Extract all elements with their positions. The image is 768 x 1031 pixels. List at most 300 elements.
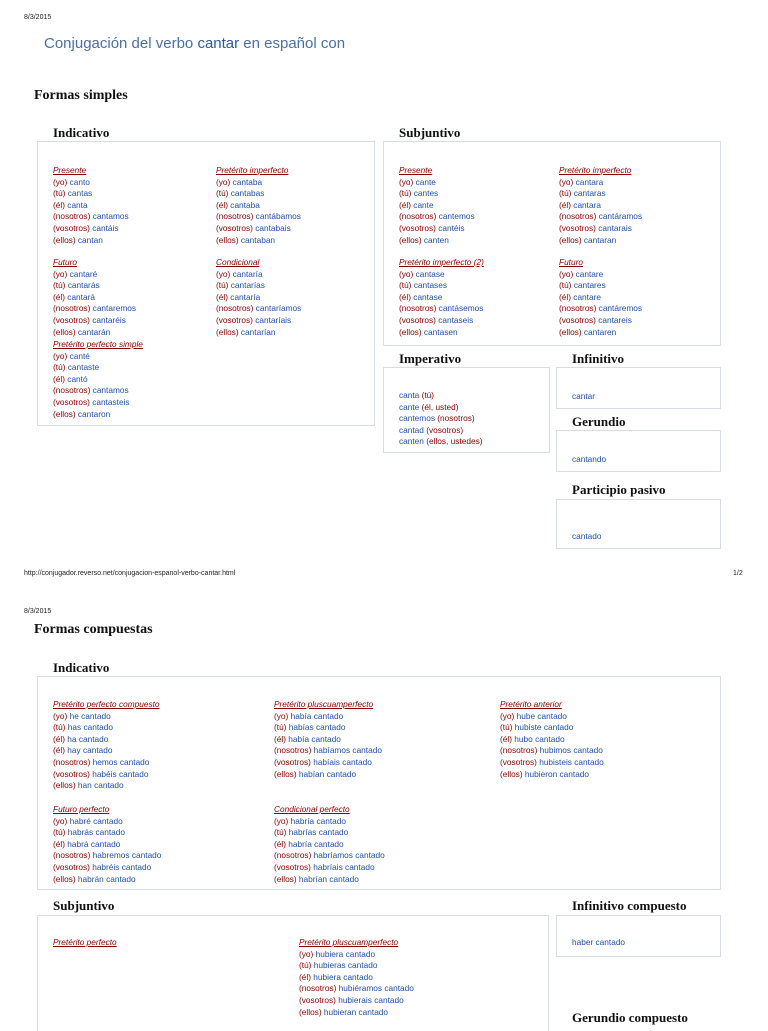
pronoun: (yo): [53, 268, 68, 279]
pronoun: (tú): [559, 280, 572, 291]
pronoun: (él, usted): [421, 401, 459, 412]
pronoun: (él): [500, 733, 512, 744]
participle: cantado: [352, 745, 382, 756]
auxiliary: habrás: [67, 827, 94, 838]
conjugation-row: [216, 200, 301, 212]
auxiliary: hubierais: [338, 994, 372, 1005]
pronoun: (nosotros): [559, 211, 597, 222]
verb-form: cantarás: [67, 280, 100, 291]
conjugation-row: [559, 200, 642, 212]
pronoun: (ellos, ustedes): [426, 436, 483, 447]
auxiliary: hubiste: [514, 722, 542, 733]
pronoun: (yo): [399, 268, 414, 279]
gerundio-heading: Gerundio: [572, 414, 626, 429]
conjugation-row: [299, 983, 414, 995]
conjugation-row: [216, 315, 301, 327]
conjugation-row: [274, 839, 385, 851]
conjugation-row: [559, 303, 642, 315]
pronoun: (él): [216, 199, 228, 210]
conjugation-row: [53, 188, 129, 200]
conjugation-row: [559, 269, 642, 281]
conjugation-row: [216, 269, 301, 281]
auxiliary: habrán: [77, 873, 104, 884]
infinitivo-value: cantar: [572, 391, 596, 401]
verb-form: cantase: [415, 268, 445, 279]
conjugation-row: [53, 397, 143, 409]
title-suffix: en español con: [239, 35, 346, 52]
conjugation-row: [53, 351, 143, 363]
tense-name: Condicional perfecto: [274, 804, 350, 814]
auxiliary: había: [290, 710, 312, 721]
conjugation-row: [500, 745, 604, 757]
verb-form: cantareis: [598, 314, 632, 325]
pronoun: (yo): [399, 176, 414, 187]
conjugation-row: [53, 177, 129, 189]
participle: cantado: [342, 756, 372, 767]
participle: cantado: [543, 722, 574, 733]
conjugation-row: [274, 722, 382, 734]
pronoun: (yo): [274, 710, 289, 721]
participle: cantado: [121, 861, 152, 872]
tense-block: [500, 699, 604, 780]
conjugation-row: [216, 235, 301, 247]
participle: cantado: [95, 827, 125, 838]
conjugation-row: [53, 839, 161, 851]
conjugation-row: [216, 177, 301, 189]
pronoun: (tú): [53, 188, 66, 199]
pronoun: (vosotros): [274, 861, 311, 872]
conjugation-row: [299, 1007, 414, 1019]
verb-form: cantaste: [67, 362, 100, 373]
subjuntivo-compuesto-heading: Subjuntivo: [53, 898, 115, 913]
verb-form: cantemos: [399, 413, 435, 424]
verb-form: cantare: [575, 268, 604, 279]
participle: cantado: [318, 827, 349, 838]
subjuntivo-compuesto-box: [37, 915, 549, 1031]
tense-name: Presente: [53, 165, 87, 175]
verb-form: cantaras: [573, 188, 606, 199]
auxiliary: habré: [69, 815, 91, 826]
tense-name: Condicional: [216, 257, 260, 267]
conjugation-row: [53, 280, 136, 292]
tense-block: [53, 339, 143, 420]
pronoun: (ellos): [559, 234, 582, 245]
pronoun: (él): [53, 199, 65, 210]
auxiliary: hubiera: [315, 948, 344, 959]
auxiliary: había: [288, 733, 310, 744]
conjugation-row: [274, 874, 385, 886]
tense-name: Pretérito perfecto compuesto: [53, 699, 160, 709]
pronoun: (él): [274, 838, 286, 849]
tense-name: Presente: [399, 165, 433, 175]
infinitivo-compuesto-heading: Infinitivo compuesto: [572, 898, 687, 913]
pronoun: (él): [559, 291, 571, 302]
participle: cantado: [78, 733, 109, 744]
pronoun: (vosotros): [299, 994, 336, 1005]
pronoun: (vosotros): [53, 396, 90, 407]
auxiliary: he: [69, 710, 79, 721]
conjugation-row: [559, 280, 642, 292]
pronoun: (vosotros): [399, 222, 436, 233]
participle: cantado: [93, 815, 123, 826]
pronoun: (nosotros): [53, 850, 91, 861]
conjugation-row: [53, 769, 160, 781]
participle: cantado: [83, 722, 113, 733]
tense-name: Pretérito pluscuamperfecto: [274, 699, 374, 709]
pronoun: (ellos): [274, 873, 297, 884]
conjugation-row: [274, 850, 385, 862]
conjugation-row: [53, 223, 129, 235]
auxiliary: habíais: [313, 756, 340, 767]
verb-form: cantara: [575, 176, 604, 187]
conjugation-row: [559, 211, 642, 223]
conjugation-row: [53, 850, 161, 862]
auxiliary: habrá: [67, 838, 89, 849]
participle: cantado: [574, 756, 604, 767]
pronoun: (vosotros): [216, 222, 253, 233]
verb-form: cantáremos: [598, 303, 643, 314]
conjugation-row: [216, 211, 301, 223]
auxiliary: ha: [67, 733, 77, 744]
participle: cantado: [94, 780, 124, 791]
print-date-2: 8/3/2015: [24, 608, 52, 615]
participle: cantado: [316, 722, 346, 733]
verb-form: cantaré: [69, 268, 98, 279]
pronoun: (nosotros): [274, 745, 312, 756]
auxiliary: hubimos: [539, 745, 572, 756]
pronoun: (yo): [53, 710, 68, 721]
pronoun: (ellos): [216, 234, 239, 245]
auxiliary: hube: [516, 710, 536, 721]
conjugation-row: [53, 874, 161, 886]
conjugation-row: [216, 303, 301, 315]
section-heading-2: Formas compuestas: [34, 622, 153, 637]
verb-form: canta: [399, 390, 420, 400]
tense-block: [53, 937, 117, 949]
conjugation-row: [399, 235, 475, 247]
tense-block: [399, 165, 475, 246]
auxiliary: habíamos: [313, 745, 351, 756]
auxiliary: habría: [290, 815, 315, 826]
page-title: [44, 35, 345, 52]
conjugation-row: [399, 200, 475, 212]
tense-name: Futuro: [559, 257, 583, 267]
auxiliary: habían: [298, 768, 325, 779]
verb-form: cantan: [77, 234, 103, 245]
pronoun: (yo): [274, 815, 289, 826]
participle: cantado: [311, 733, 341, 744]
auxiliary: habrían: [298, 873, 328, 884]
pronoun: (ellos): [399, 234, 422, 245]
conjugation-row: [399, 188, 475, 200]
pronoun: (vosotros): [559, 222, 596, 233]
imperativo-list: [399, 390, 483, 448]
participio-value: cantado: [572, 531, 602, 541]
auxiliary: habéis: [92, 768, 117, 779]
verb-form: cantaban: [240, 234, 276, 245]
auxiliary: hubisteis: [539, 756, 572, 767]
conjugation-row: [559, 188, 642, 200]
auxiliary: han: [77, 780, 92, 791]
pronoun: (él): [53, 745, 65, 756]
verb-form: cantasen: [423, 326, 458, 337]
verb-form: cantarían: [240, 326, 276, 337]
conjugation-row: [559, 292, 642, 304]
conjugation-row: [216, 188, 301, 200]
pronoun: (tú): [53, 722, 66, 733]
verb-form: cantaseis: [438, 314, 474, 325]
participle: cantado: [384, 983, 414, 994]
tense-block: [399, 257, 484, 338]
pronoun: (él): [53, 291, 65, 302]
pronoun: (vosotros): [426, 424, 464, 435]
tense-name: Pretérito pluscuamperfecto: [299, 937, 399, 947]
conjugation-row: [559, 177, 642, 189]
verb-form: cantad: [399, 424, 424, 435]
conjugation-row: [399, 303, 484, 315]
pronoun: (vosotros): [399, 314, 436, 325]
pronoun: (él): [274, 733, 286, 744]
verb-form: cantaran: [583, 234, 617, 245]
conjugation-row: [274, 816, 385, 828]
verb-form: cantábamos: [255, 211, 301, 222]
pronoun: (vosotros): [274, 756, 311, 767]
pronoun: (yo): [559, 268, 574, 279]
pronoun: (él): [53, 838, 65, 849]
tense-block: [559, 165, 642, 246]
pronoun: (nosotros): [53, 303, 91, 314]
participle: cantado: [329, 873, 359, 884]
pronoun: (nosotros): [299, 983, 337, 994]
verb-form: cantase: [413, 291, 443, 302]
infinitivo-box: [556, 367, 721, 409]
verb-form: cantarán: [77, 326, 111, 337]
pronoun: (nosotros): [500, 745, 538, 756]
tense-block: [559, 257, 642, 338]
conjugation-row: [274, 745, 382, 757]
pronoun: (yo): [216, 176, 231, 187]
indicativo-compuesto-heading: Indicativo: [53, 660, 110, 675]
pronoun: (él): [399, 199, 411, 210]
participle: cantado: [313, 710, 344, 721]
tense-block: [216, 257, 301, 338]
auxiliary: hubiéramos: [338, 983, 383, 994]
pronoun: (nosotros): [399, 303, 437, 314]
pronoun: (tú): [559, 188, 572, 199]
auxiliary: habríamos: [313, 850, 353, 861]
participle: cantado: [316, 815, 346, 826]
gerundio-value: cantando: [572, 454, 607, 464]
auxiliary: habríais: [313, 861, 343, 872]
pronoun: (vosotros): [53, 314, 90, 325]
verb-form: canté: [69, 350, 90, 361]
tense-name: Pretérito anterior: [500, 699, 562, 709]
gerundio-compuesto-heading: Gerundio compuesto: [572, 1010, 688, 1025]
pronoun: (nosotros): [399, 211, 437, 222]
tense-name: Futuro: [53, 257, 77, 267]
verb-form: cantéis: [438, 222, 465, 233]
tense-name: Pretérito perfecto simple: [53, 339, 143, 349]
conjugation-row: [53, 292, 136, 304]
pronoun: (ellos): [53, 780, 76, 791]
indicativo-heading: Indicativo: [53, 125, 110, 140]
pronoun: (nosotros): [53, 211, 91, 222]
pronoun: (vosotros): [500, 756, 537, 767]
pronoun: (tú): [53, 280, 66, 291]
participle: cantado: [106, 873, 136, 884]
conjugation-row: [53, 734, 160, 746]
infinitivo-compuesto-value: haber cantado: [572, 937, 626, 947]
pronoun: (nosotros): [559, 303, 597, 314]
pronoun: (él): [53, 733, 65, 744]
pronoun: (ellos): [500, 768, 523, 779]
conjugation-row: [53, 211, 129, 223]
pronoun: (yo): [53, 815, 68, 826]
verb-form: cantare: [573, 291, 601, 302]
tense-block: [299, 937, 414, 1018]
verb-form: cantaría: [230, 291, 261, 302]
section-heading: Formas simples: [34, 88, 128, 103]
tense-block: [53, 165, 129, 246]
pronoun: (él): [559, 199, 571, 210]
pronoun: (tú): [53, 827, 66, 838]
pronoun: (yo): [500, 710, 515, 721]
verb-form: cantáis: [92, 222, 119, 233]
pronoun: (vosotros): [53, 768, 90, 779]
pronoun: (tú): [421, 390, 435, 400]
tense-block: [53, 257, 136, 338]
auxiliary: habías: [288, 722, 314, 733]
pronoun: (tú): [500, 722, 513, 733]
conjugation-row: [274, 734, 382, 746]
conjugation-row: [500, 757, 604, 769]
participle: cantado: [314, 838, 344, 849]
verb-form: cantasteis: [92, 396, 130, 407]
participle: cantado: [347, 960, 378, 971]
conjugation-row: [399, 280, 484, 292]
verb-form: cantemos: [438, 211, 475, 222]
pronoun: (yo): [53, 176, 68, 187]
pronoun: (tú): [216, 188, 229, 199]
verb-form: cantabas: [230, 188, 265, 199]
conjugation-row: [274, 769, 382, 781]
pronoun: (nosotros): [216, 303, 254, 314]
tense-block: [216, 165, 301, 246]
participle: cantado: [573, 745, 603, 756]
auxiliary: hubiera: [313, 971, 341, 982]
auxiliary: hubo: [514, 733, 533, 744]
pronoun: (tú): [274, 827, 287, 838]
auxiliary: habréis: [92, 861, 120, 872]
participle: cantado: [355, 850, 385, 861]
pronoun: (él): [299, 971, 311, 982]
verb-form: cantaréis: [92, 314, 126, 325]
pronoun: (nosotros): [53, 385, 91, 396]
pronoun: (ellos): [216, 326, 239, 337]
conjugation-row: [274, 757, 382, 769]
conjugation-row: [500, 711, 604, 723]
conjugation-row: [399, 177, 475, 189]
pronoun: (nosotros): [216, 211, 254, 222]
verb-form: cantarais: [598, 222, 632, 233]
auxiliary: habría: [288, 838, 312, 849]
conjugation-row: [53, 235, 129, 247]
title-verb: cantar: [197, 35, 240, 52]
verb-form: cantaren: [583, 326, 617, 337]
verb-form: cantaríais: [255, 314, 292, 325]
participle: cantado: [83, 745, 113, 756]
participle: cantado: [374, 994, 404, 1005]
conjugation-row: [216, 223, 301, 235]
conjugation-row: [53, 200, 129, 212]
conjugation-row: [216, 327, 301, 339]
conjugation-row: [399, 269, 484, 281]
imperativo-row: [399, 390, 483, 402]
pronoun: (ellos): [53, 408, 76, 419]
verb-form: cante: [415, 176, 436, 187]
pronoun: (nosotros): [274, 850, 312, 861]
conjugation-row: [53, 816, 161, 828]
auxiliary: hubieron: [524, 768, 558, 779]
imperativo-row: [399, 402, 483, 414]
pronoun: (ellos): [399, 326, 422, 337]
tense-name: Futuro perfecto: [53, 804, 110, 814]
imperativo-heading: Imperativo: [399, 351, 462, 366]
footer-page: 1/2: [733, 570, 743, 577]
verb-form: cantara: [573, 199, 601, 210]
verb-form: canten: [423, 234, 449, 245]
pronoun: (vosotros): [53, 861, 90, 872]
conjugation-row: [559, 235, 642, 247]
conjugation-row: [53, 315, 136, 327]
verb-form: cantes: [413, 188, 439, 199]
auxiliary: habremos: [92, 850, 130, 861]
conjugation-row: [53, 827, 161, 839]
conjugation-row: [53, 745, 160, 757]
auxiliary: hubieras: [313, 960, 346, 971]
conjugation-row: [274, 827, 385, 839]
pronoun: (tú): [399, 188, 412, 199]
pronoun: (yo): [299, 948, 314, 959]
pronoun: (vosotros): [559, 314, 596, 325]
conjugation-row: [299, 949, 414, 961]
verb-form: cantares: [573, 280, 606, 291]
conjugation-row: [500, 734, 604, 746]
auxiliary: habrías: [288, 827, 317, 838]
conjugation-row: [274, 711, 382, 723]
conjugation-row: [559, 223, 642, 235]
participle: cantado: [131, 850, 162, 861]
participle: cantado: [119, 756, 150, 767]
verb-form: cantamos: [92, 211, 129, 222]
pronoun: (tú): [274, 722, 287, 733]
infinitivo-compuesto-box: [556, 915, 721, 957]
participle: cantado: [118, 768, 149, 779]
conjugation-row: [53, 711, 160, 723]
conjugation-row: [53, 862, 161, 874]
pronoun: (tú): [53, 362, 66, 373]
verb-form: cantásemos: [438, 303, 484, 314]
conjugation-row: [299, 995, 414, 1007]
pronoun: (ellos): [53, 873, 76, 884]
conjugation-row: [53, 362, 143, 374]
title-prefix: Conjugación del verbo: [44, 35, 198, 52]
pronoun: (él): [216, 291, 228, 302]
pronoun: (yo): [559, 176, 574, 187]
participle: cantado: [537, 710, 567, 721]
verb-form: cantamos: [92, 385, 129, 396]
conjugation-row: [53, 374, 143, 386]
